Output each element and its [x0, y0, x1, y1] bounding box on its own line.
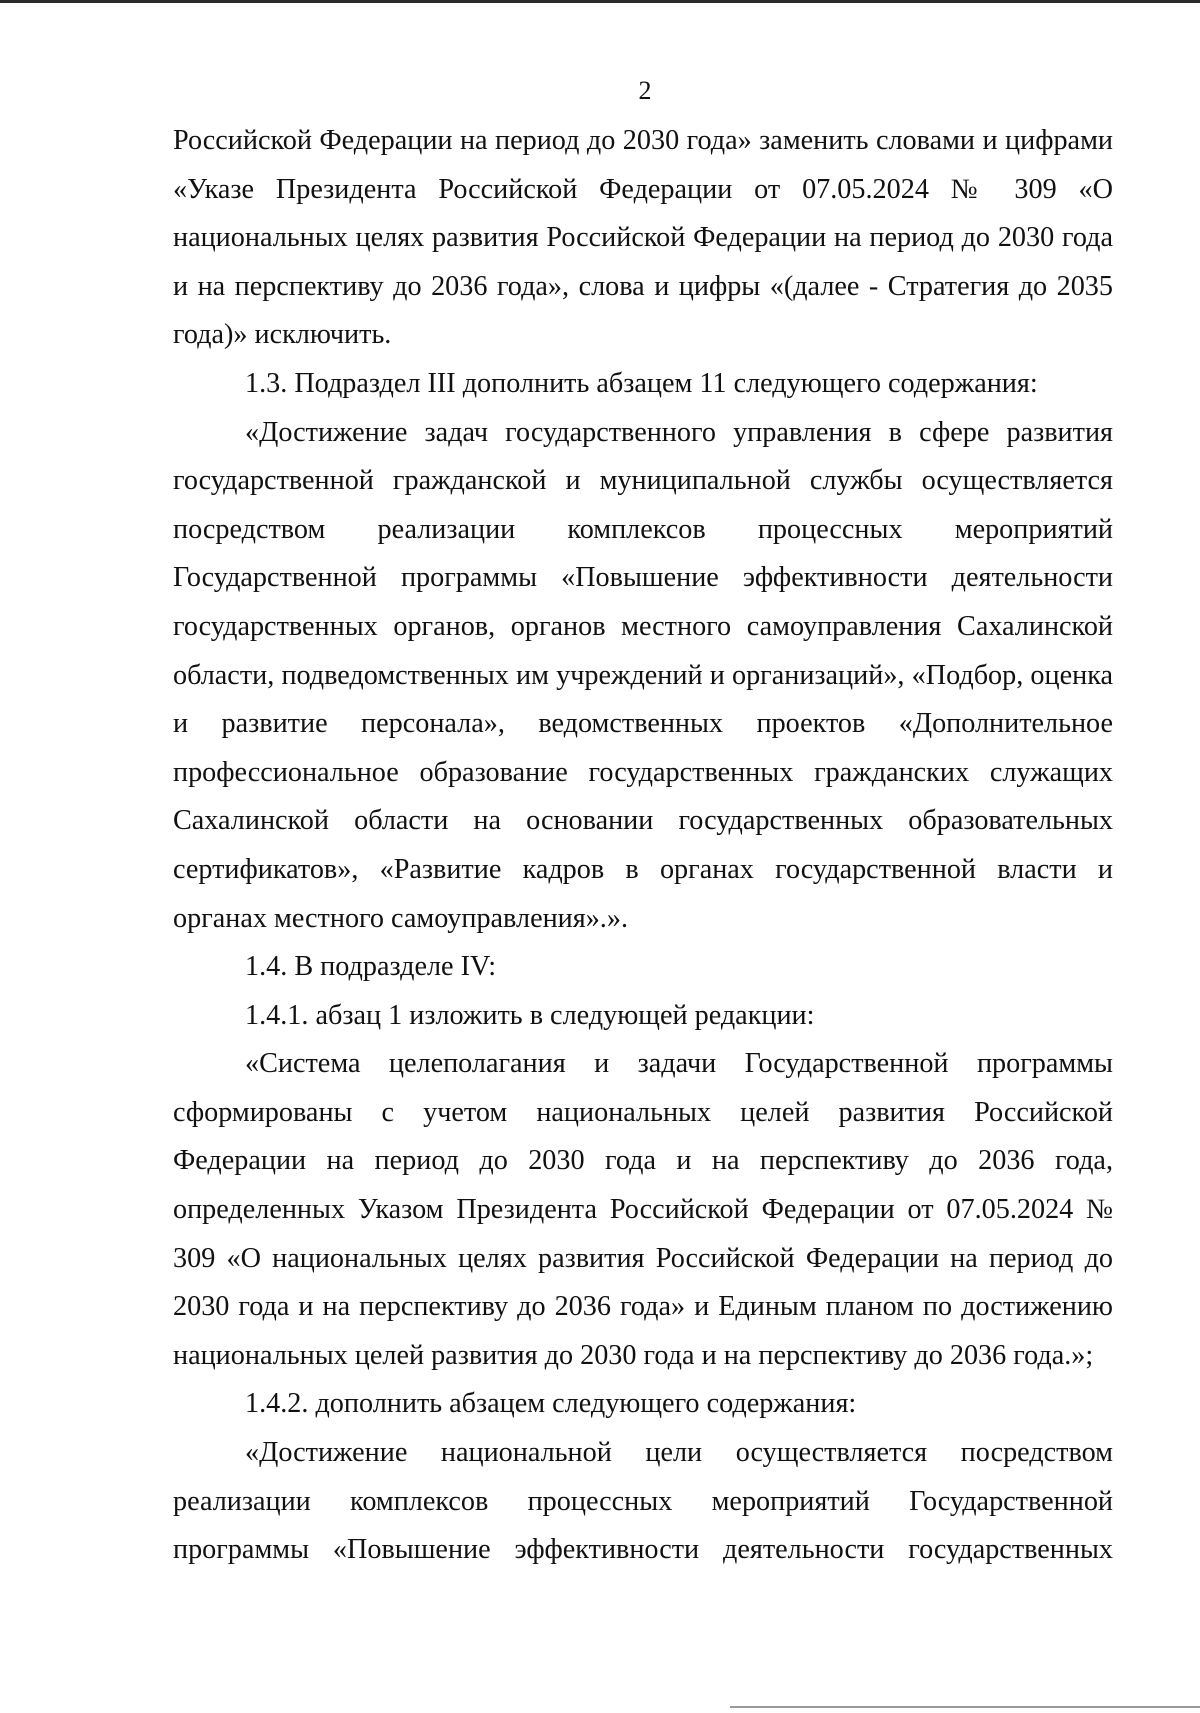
paragraph-quote-national-goal: «Достижение национальной цели осуществляется посредством реализации комплексов процессных мероприятий Государственной программы «Повышение эффективности деятельности государственных	[173, 1437, 1113, 1566]
scan-bottom-edge	[730, 1706, 1200, 1708]
paragraph-1-4-1: 1.4.1. абзац 1 изложить в следующей редакции:	[245, 999, 815, 1031]
paragraph-1-4-2: 1.4.2. дополнить абзацем следующего содержания:	[245, 1388, 857, 1420]
scan-top-edge	[0, 0, 1200, 3]
paragraph-continuation: Российской Федерации на период до 2030 года» заменить словами и цифрами «Указе Президента Российской Федерации от 07.05.2024 № 309 «О национальных целях развития Российской Федерации на период до 2030 года и на перспективу до 2036 года», слова и цифры «(далее - Стратегия до 2035 года)» исключить.	[173, 125, 1113, 351]
paragraph-1-3: 1.3. Подраздел III дополнить абзацем 11 следующего содержания:	[245, 367, 1038, 399]
paragraph-quote-goals: «Достижение задач государственного управления в сфере развития государственной гражданской и муниципальной службы осуществляется посредством реализации комплексов процессных мероприятий Государственной программы «Повышение эффективности деятельности государственных органов, органов местного самоуправления Сахалинской области, подведомственных им учреждений и организаций», «Подбор, оценка и развитие персонала», ведомственных проектов «Дополнительное профессиональное образование государственных гражданских служащих Сахалинской области на основании государственных образовательных сертификатов», «Развитие кадров в органах государственной власти и органах местного самоуправления».».	[173, 416, 1113, 934]
paragraph-quote-system: «Система целеполагания и задачи Государственной программы сформированы с учетом национальных целей развития Российской Федерации на период до 2030 года и на перспективу до 2036 года, определенных Указом Президента Российской Федерации от 07.05.2024 № 309 «О национальных целях развития Российской Федерации на период до 2030 года и на перспективу до 2036 года» и Единым планом по достижению национальных целей развития до 2030 года и на перспективу до 2036 года.»;	[173, 1048, 1113, 1371]
page-number: 2	[638, 76, 652, 105]
paragraph-1-4: 1.4. В подразделе IV:	[245, 951, 497, 983]
document-body	[173, 117, 1113, 1575]
